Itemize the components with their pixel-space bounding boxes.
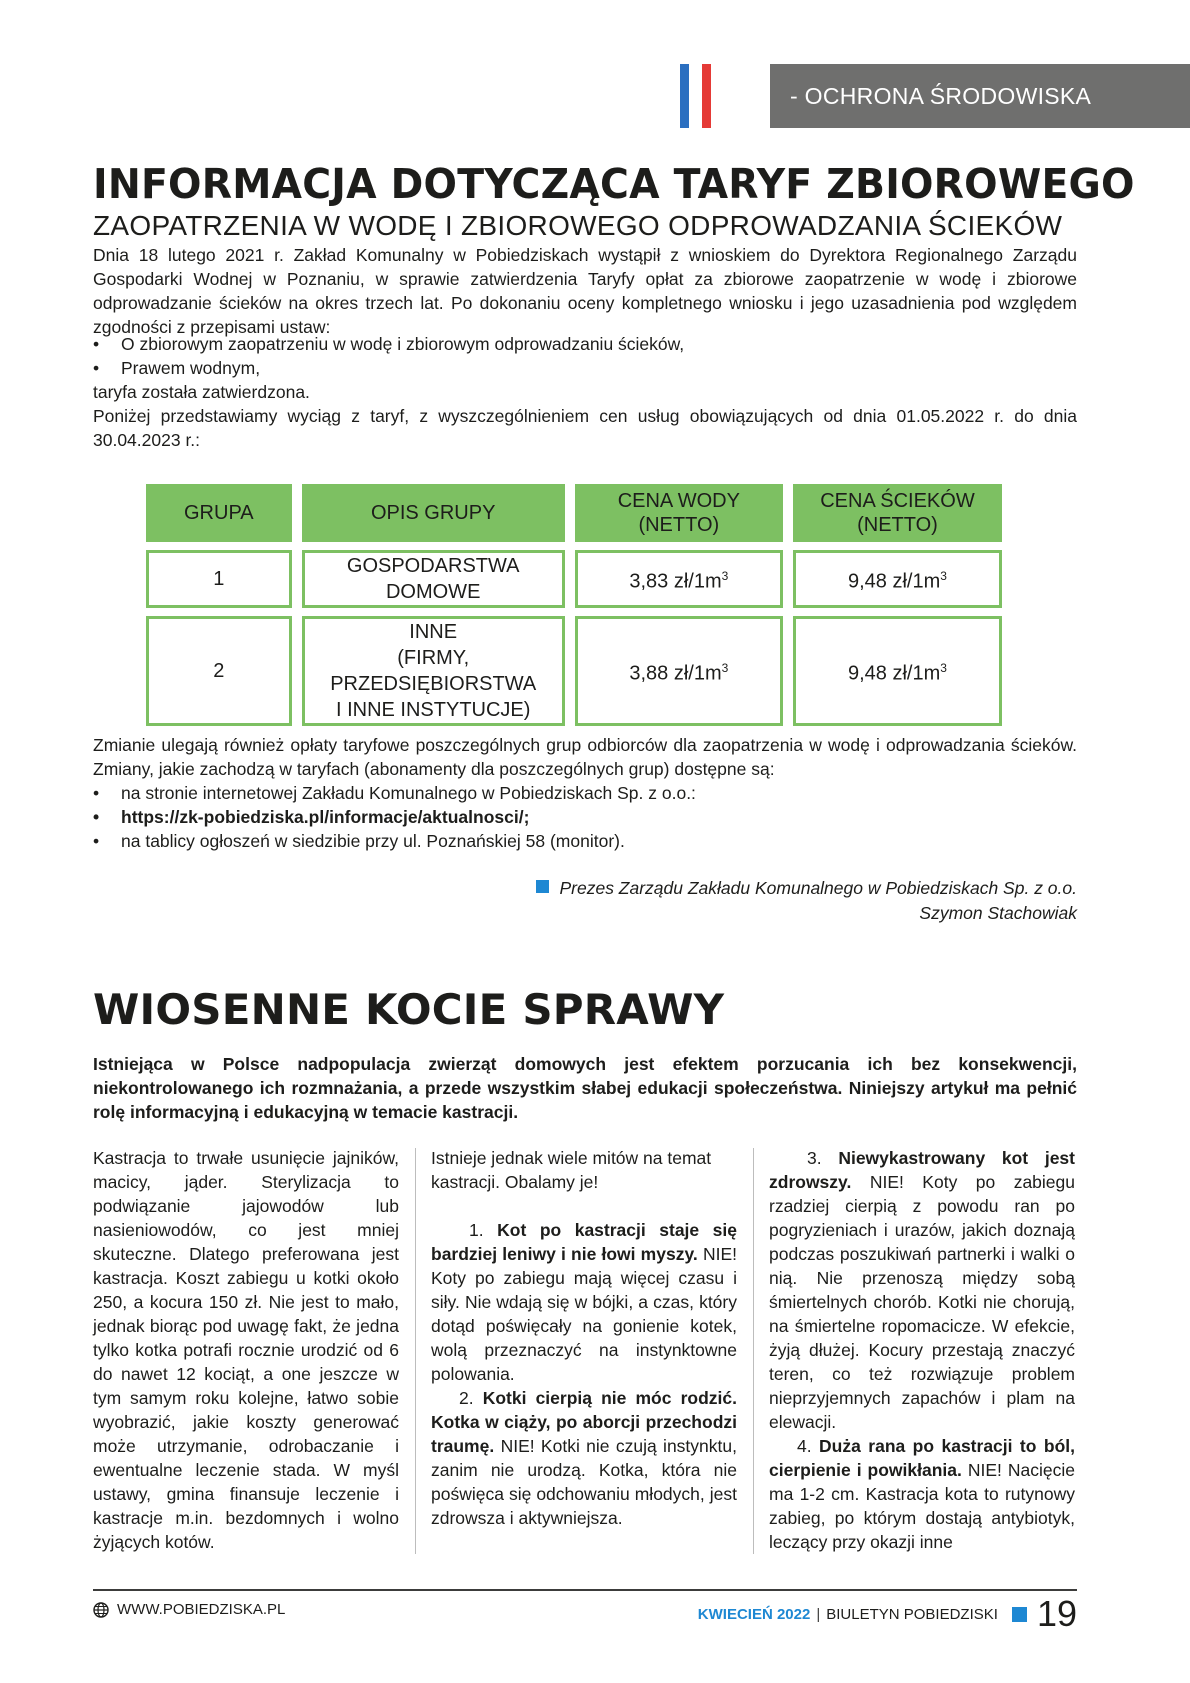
unit-exponent: 3 (721, 661, 729, 676)
myth-number: 1. (469, 1220, 484, 1240)
myth-number: 3. (807, 1148, 822, 1168)
article2-title: WIOSENNE KOCIE SPRAWY (93, 985, 725, 1034)
header-sewage-price: CENA ŚCIEKÓW (NETTO) (793, 484, 1002, 542)
column-1-text: Kastracja to trwałe usunięcie jajników, macicy, jąder. Sterylizacja to podwiązanie jajowodów lub nasieniowodów, co jest mniej skuteczne. Dlatego preferowana jest kastracja. Koszt zabiegu u kotki około 250, a kocura 150 zł. Nie jest to mało, jednak biorąc pod uwagę fakt, że jedna tylko kotka potrafi rocznie urodzić od 6 do nawet 12 kociąt, a one jeszcze w tym samym roku kolejne, łatwo sobie wyobrazić, jakie koszty generować może utrzymanie, odrobaczanie i ewentualne leczenie stada. W myśl ustawy, gmina finansuje leczenie i kastracje m.in. bezdomnych i wolno żyjących kotów. (93, 1148, 399, 1552)
description-cell (302, 550, 565, 608)
sources-list (93, 781, 1077, 853)
myth-text: NIE! Koty po zabiegu mają więcej czasu i siły. Nie wdają się w bójki, a czas, który dotąd poświęcały na gonienie kotek, wolą przeznaczyć na instynktowne polowania. (431, 1244, 737, 1384)
list-item: • O zbiorowym zaopatrzeniu w wodę i zbiorowym odprowadzaniu ścieków, (93, 332, 1077, 356)
myth-2 (431, 1386, 737, 1530)
article-subtitle: ZAOPATRZENIA W WODĘ I ZBIOROWEGO ODPROWADZANIA ŚCIEKÓW (93, 210, 1063, 241)
table-header-row (146, 484, 1002, 542)
tariff-table (136, 476, 1012, 734)
bullet-square-icon (536, 880, 549, 893)
flag-stripe-white (691, 64, 700, 128)
source-link[interactable]: • https://zk-pobiedziska.pl/informacje/aktualnosci/; (93, 805, 1077, 829)
article-title: INFORMACJA DOTYCZĄCA TARYF ZBIOROWEGO (93, 160, 1135, 208)
water-price: 3,88 zł/1m (629, 662, 722, 685)
footer-website[interactable] (93, 1601, 285, 1618)
water-price: 3,83 zł/1m (629, 570, 722, 593)
description-line: DOMOWE (385, 581, 481, 603)
list-item: • na stronie internetowej Zakładu Komunalnego w Pobiedziskach Sp. z o.o.: (93, 781, 1077, 805)
header-water-price: CENA WODY (NETTO) (575, 484, 783, 542)
myth-text: NIE! Koty po zabiegu rzadziej cierpią z powodu ran po pogryzieniach i urazów, jakich doznają podczas poszukiwań partnerki i walki o nią. Nie przenoszą między sobą śmiertelnych chorób. Kotki nie chorują, na śmiertelne ropomacicze. W efekcie, żyją dłużej. Kocury przestają znaczyć teren, co też rozwiązuje problem nieprzyjemnych zapachów i plam na elewacji. (769, 1172, 1075, 1432)
column-2-intro: Istnieje jednak wiele mitów na temat kastracji. Obalamy je! (431, 1148, 712, 1192)
signature-role: Prezes Zarządu Zakładu Komunalnego w Pobiedziskach Sp. z o.o. (559, 878, 1077, 898)
table-row (146, 616, 1002, 726)
globe-icon (93, 1602, 109, 1618)
column-divider (753, 1148, 754, 1554)
laws-list (93, 332, 1077, 380)
unit-exponent: 3 (940, 569, 947, 584)
issue-month: KWIECIEŃ 2022 (697, 1605, 811, 1623)
water-price-cell (575, 550, 783, 608)
flag-stripe-blue (680, 64, 689, 128)
table-row (146, 550, 1002, 608)
myth-title: Niewykastrowany kot jest zdrowszy. (769, 1148, 1075, 1192)
group-cell: 2 (146, 616, 292, 726)
footer-issue (698, 1594, 1077, 1634)
intro-paragraph: Dnia 18 lutego 2021 r. Zakład Komunalny w Pobiedziskach wystąpił z wnioskiem do Dyrektora Regionalnego Zarządu Gospodarki Wodnej w Poznaniu, w sprawie zatwierdzenia Taryfy opłat za zbiorowe zaopatrzenie w wodę i zbiorowe odprowadzanie ścieków na okres trzech lat. Po dokonaniu oceny kompletnego wniosku i jego uzasadnienia pod względem zgodności z przepisami ustaw: (93, 245, 1077, 337)
column-2 (431, 1146, 737, 1530)
sewage-price-cell (793, 550, 1002, 608)
unit-exponent: 3 (721, 569, 729, 584)
description-cell (302, 616, 565, 726)
website-link[interactable]: WWW.POBIEDZISKA.PL (117, 1601, 286, 1618)
column-3 (769, 1146, 1075, 1554)
publication-name: BIULETYN POBIEDZISKI (826, 1605, 998, 1623)
myth-number: 4. (797, 1436, 812, 1456)
approved-text: taryfa została zatwierdzona. (93, 382, 310, 402)
myth-number: 2. (459, 1388, 474, 1408)
footer-separator: | (816, 1605, 821, 1623)
signature-name: Szymon Stachowiak (919, 903, 1077, 923)
changes-paragraph: Zmianie ulegają również opłaty taryfowe poszczególnych grup odbiorców dla zaopatrzenia w wodę i odprowadzania ścieków. Zmiany, jakie zachodzą w taryfach (abonamenty dla poszczególnych grup) dostępne są: (93, 735, 1077, 779)
square-marker-icon (1012, 1607, 1027, 1622)
myth-1 (431, 1218, 737, 1386)
myth-text: NIE! Nacięcie ma 1-2 cm. Kastracja kota to rutynowy zabieg, po którym dostają antybiotyk, leczący przy okazji inne (769, 1460, 1075, 1552)
sewage-price: 9,48 zł/1m (847, 570, 941, 593)
header-description: OPIS GRUPY (302, 484, 565, 542)
header-group: GRUPA (146, 484, 292, 542)
column-divider (415, 1148, 416, 1554)
myth-title: Kotki cierpią nie móc rodzić. Kotka w ciąży, po aborcji przechodzi traumę. (431, 1388, 737, 1456)
article2-lead: Istniejąca w Polsce nadpopulacja zwierząt domowych jest efektem porzucania ich bez konsekwencji, niekontrolowanego ich rozmnażania, a przede wszystkim słabej edukacji społeczeństwa. Niniejszy artykuł ma pełnić rolę informacyjną i edukacyjną w temacie kastracji. (93, 1054, 1077, 1122)
list-item: • na tablicy ogłoszeń w siedzibie przy ul. Poznańskiej 58 (monitor). (93, 829, 1077, 853)
footer-rule (93, 1589, 1077, 1591)
list-item: • Prawem wodnym, (93, 356, 1077, 380)
sewage-price: 9,48 zł/1m (847, 662, 941, 685)
water-price-cell (575, 616, 783, 726)
description-line: GOSPODARSTWA (346, 555, 520, 577)
description-line: (FIRMY, PRZEDSIĘBIORSTWA (330, 647, 537, 695)
extract-paragraph: Poniżej przedstawiamy wyciąg z taryf, z wyszczególnieniem cen usług obowiązujących od dnia 01.05.2022 r. do dnia 30.04.2023 r.: (93, 406, 1077, 450)
myth-text: NIE! Kotki nie czują instynktu, zanim nie urodzą. Kotka, która nie poświęca się odchowaniu młodych, jest zdrowsza i aktywniejsza. (431, 1436, 737, 1528)
unit-exponent: 3 (940, 661, 947, 676)
page-number: 19 (1036, 1593, 1077, 1634)
description-line: I INNE INSTYTUCJE) (335, 699, 531, 721)
flag-stripe-red (702, 64, 711, 128)
group-cell: 1 (146, 550, 292, 608)
signature (536, 876, 1077, 926)
sewage-price-cell (793, 616, 1002, 726)
section-tag: - OCHRONA ŚRODOWISKA (770, 64, 1190, 128)
myth-4 (769, 1434, 1075, 1554)
myth-title: Kot po kastracji staje się bardziej leniwy i nie łowi myszy. (431, 1220, 737, 1264)
column-1 (93, 1146, 399, 1554)
myth-3 (769, 1146, 1075, 1434)
description-line: INNE (409, 621, 458, 643)
myth-title: Duża rana po kastracji to ból, cierpienie i powikłania. (769, 1436, 1075, 1480)
